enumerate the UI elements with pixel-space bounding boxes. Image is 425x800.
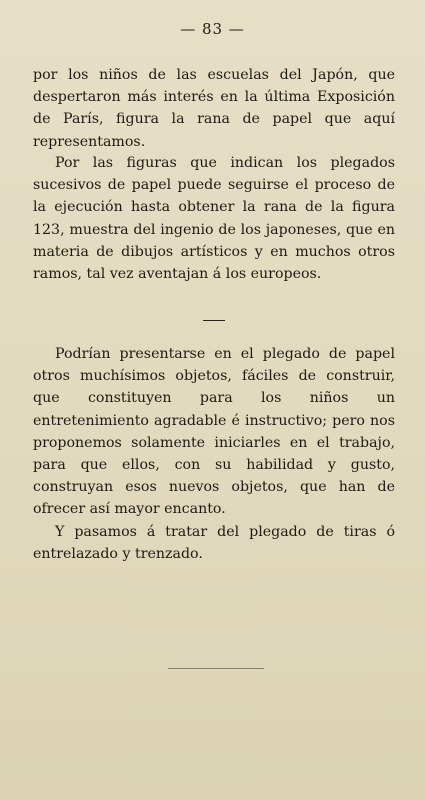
bottom-rule	[168, 668, 264, 669]
section-separator	[203, 320, 225, 321]
text-block-1	[33, 64, 395, 153]
text-block-4	[33, 521, 395, 565]
paragraph-3: Podrían presentarse en el plegado de papel otros muchísimos objetos, fáciles de construir, que constituyen para los niños un entretenimiento agradable é instructivo; pero nos proponemos solamente iniciarles en el trabajo, para que ellos, con su habilidad y gusto, construyan esos nuevos objetos, que han de ofrecer así mayor encanto.	[33, 346, 395, 518]
paragraph-4: Y pasamos á tratar del plegado de tiras ó entrelazado y trenzado.	[33, 524, 395, 563]
paragraph-2: Por las figuras que indican los plegados sucesivos de papel puede seguirse el proceso de la ejecución hasta obtener la rana de la figura 123, muestra del ingenio de los japoneses, que en materia de dibujos artísticos y en muchos otros ramos, tal vez aventajan á los europeos.	[33, 155, 395, 283]
paragraph-1: por los niños de las escuelas del Japón, que despertaron más interés en la última Exposición de París, figura la rana de papel que aquí representamos.	[33, 67, 395, 150]
text-block-3	[33, 343, 395, 521]
page-number: — 83 —	[180, 20, 245, 38]
text-block-2	[33, 152, 395, 285]
